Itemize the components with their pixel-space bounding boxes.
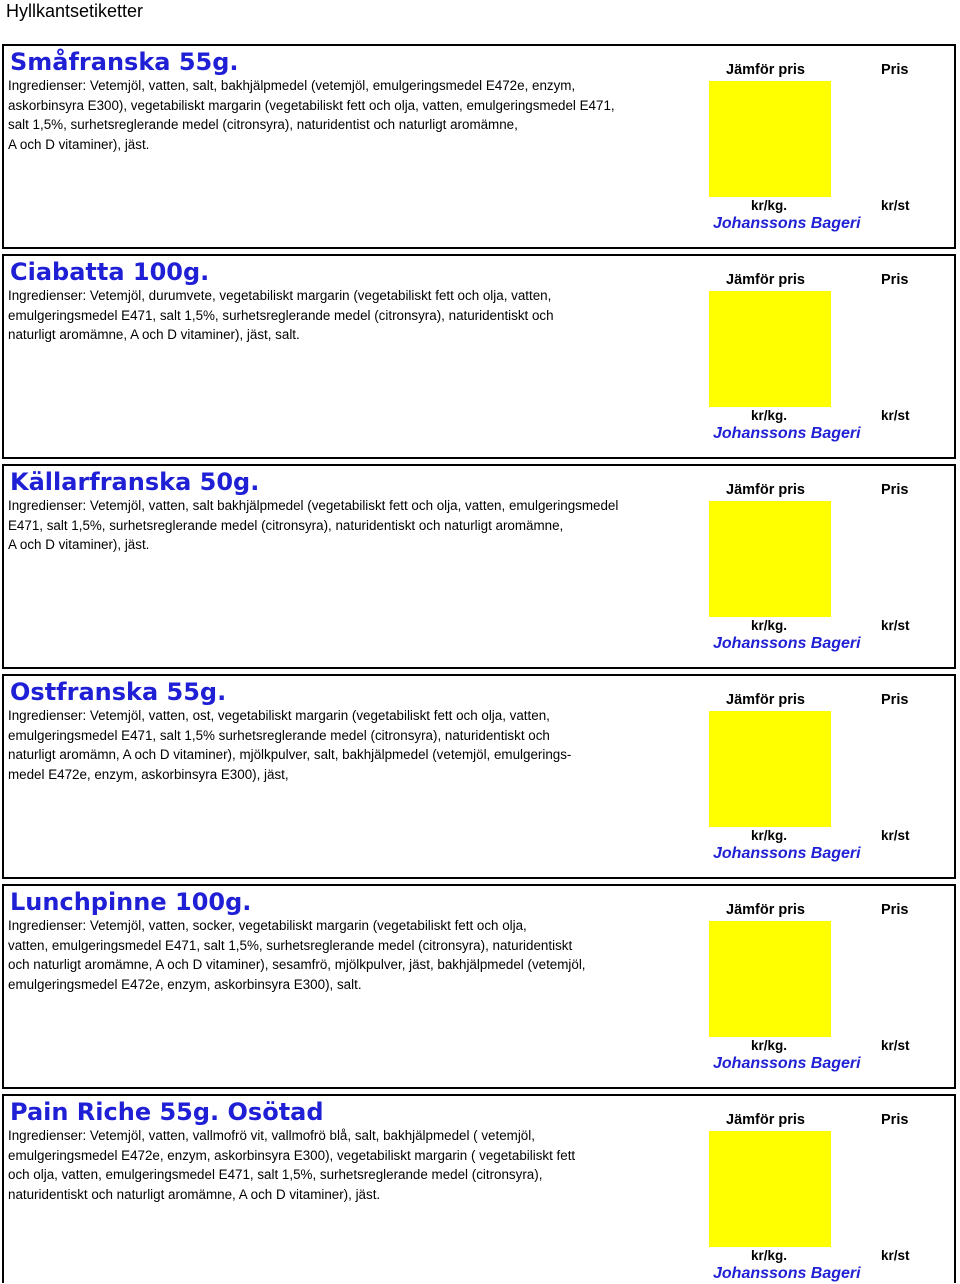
ingredients-text: Ingredienser: Vetemjöl, durumvete, vegetabiliskt margarin (vegetabiliskt fett och olja, vatten, emulgeringsmedel E471, salt 1,5%, surhetsreglerande medel (citronsyra), naturidentiskt och naturligt aromämne, A och D vitaminer), jäst, salt. xyxy=(8,288,554,342)
price-header: Pris xyxy=(881,692,909,708)
compare-price-header: Jämför pris xyxy=(726,272,805,288)
product-name: Lunchpinne 100g. xyxy=(10,888,252,916)
ingredients-text: Ingredienser: Vetemjöl, vatten, salt bakhjälpmedel (vegetabiliskt fett och olja, vatten, emulgeringsmedel E471, salt 1,5%, surhetsreglerande medel (citronsyra), naturidentiskt och naturligt aromämne, A och D vitaminer), jäst. xyxy=(8,498,619,552)
shelf-label xyxy=(2,464,956,669)
shelf-label xyxy=(2,254,956,459)
unit-per-piece: kr/st xyxy=(881,408,910,423)
unit-per-piece: kr/st xyxy=(881,618,910,633)
product-name: Ciabatta 100g. xyxy=(10,258,210,286)
shelf-label xyxy=(2,44,956,249)
unit-per-kg: kr/kg. xyxy=(751,408,788,423)
compare-price-header: Jämför pris xyxy=(726,482,805,498)
unit-per-kg: kr/kg. xyxy=(751,828,788,843)
compare-price-header: Jämför pris xyxy=(726,62,805,78)
ingredients-text: Ingredienser: Vetemjöl, vatten, vallmofrö vit, vallmofrö blå, salt, bakhjälpmedel ( vetemjöl, emulgeringsmedel E472e, enzym, askorbinsyra E300), vegetabiliskt margarin ( vegetabiliskt fett och olja, vatten, emulgeringsmedel E471, salt 1,5%, surhetsreglerande medel (citronsyra), naturidentiskt och naturligt aromämne, A och D vitaminer), jäst. xyxy=(8,1128,576,1202)
unit-per-piece: kr/st xyxy=(881,1038,910,1053)
bakery-name: Johanssons Bageri xyxy=(713,215,861,232)
compare-price-header: Jämför pris xyxy=(726,692,805,708)
price-field xyxy=(709,921,831,1037)
compare-price-header: Jämför pris xyxy=(726,902,805,918)
ingredients-text: Ingredienser: Vetemjöl, vatten, ost, vegetabiliskt margarin (vegetabiliskt fett och olja, vatten, emulgeringsmedel E471, salt 1,5% surhetsreglerande medel (citronsyra), naturidentiskt och naturligt aromämn, A och D vitaminer), mjölkpulver, salt, bakhjälpmedel (vetemjöl, emulgerings- medel E472e, enzym, askorbinsyra E300), jäst, xyxy=(8,708,572,782)
bakery-name: Johanssons Bageri xyxy=(713,1265,861,1282)
unit-per-kg: kr/kg. xyxy=(751,618,788,633)
price-header: Pris xyxy=(881,482,909,498)
unit-per-kg: kr/kg. xyxy=(751,198,788,213)
unit-per-piece: kr/st xyxy=(881,198,910,213)
ingredients-text: Ingredienser: Vetemjöl, vatten, socker, vegetabiliskt margarin (vegetabiliskt fett och olja, vatten, emulgeringsmedel E471, salt 1,5%, surhetsreglerande medel (citronsyra), naturidentiskt och naturligt aromämne, A och D vitaminer), sesamfrö, mjölkpulver, jäst, bakhjälpmedel (vetemjöl, emulgeringsmedel E472e, enzym, askorbinsyra E300), salt. xyxy=(8,918,586,992)
price-field xyxy=(709,1131,831,1247)
shelf-label xyxy=(2,884,956,1089)
price-field xyxy=(709,81,831,197)
bakery-name: Johanssons Bageri xyxy=(713,1055,861,1072)
price-header: Pris xyxy=(881,272,909,288)
price-field xyxy=(709,291,831,407)
price-header: Pris xyxy=(881,902,909,918)
bakery-name: Johanssons Bageri xyxy=(713,635,861,652)
compare-price-header: Jämför pris xyxy=(726,1112,805,1128)
unit-per-piece: kr/st xyxy=(881,828,910,843)
bakery-name: Johanssons Bageri xyxy=(713,425,861,442)
product-name: Småfranska 55g. xyxy=(10,48,239,76)
page-title: Hyllkantsetiketter xyxy=(6,1,144,21)
price-field xyxy=(709,711,831,827)
ingredients-text: Ingredienser: Vetemjöl, vatten, salt, bakhjälpmedel (vetemjöl, emulgeringsmedel E472e, enzym, askorbinsyra E300), vegetabiliskt margarin (vegetabiliskt fett och olja, vatten, emulgeringsmedel E471, salt 1,5%, surhetsreglerande medel (citronsyra), naturidentist och naturligt aromämne, A och D vitaminer), jäst. xyxy=(8,78,615,152)
shelf-label xyxy=(2,1094,956,1283)
price-header: Pris xyxy=(881,1112,909,1128)
product-name: Ostfranska 55g. xyxy=(10,678,227,706)
product-name: Källarfranska 50g. xyxy=(10,468,260,496)
bakery-name: Johanssons Bageri xyxy=(713,845,861,862)
shelf-label xyxy=(2,674,956,879)
product-name: Pain Riche 55g. Osötad xyxy=(10,1098,324,1126)
unit-per-kg: kr/kg. xyxy=(751,1038,788,1053)
price-field xyxy=(709,501,831,617)
unit-per-kg: kr/kg. xyxy=(751,1248,788,1263)
price-header: Pris xyxy=(881,62,909,78)
unit-per-piece: kr/st xyxy=(881,1248,910,1263)
